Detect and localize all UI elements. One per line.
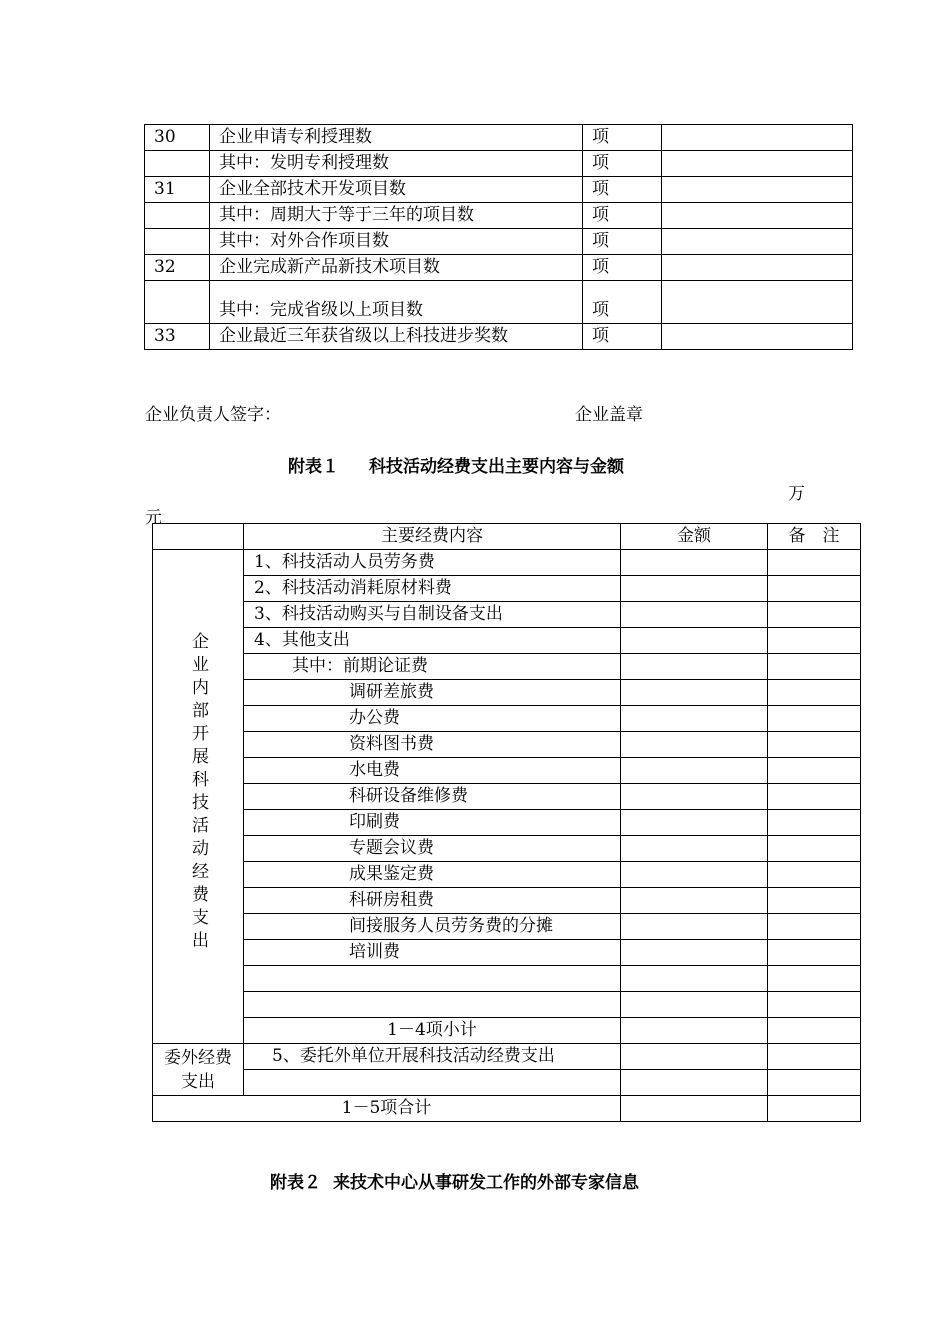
table-row bbox=[145, 281, 853, 324]
expense-item: 调研差旅费 bbox=[244, 680, 621, 706]
appendix2-caption bbox=[270, 1168, 639, 1193]
remark-cell[interactable] bbox=[768, 940, 861, 966]
leader-signature-label: 企业负责人签字： bbox=[145, 405, 281, 425]
item-name: 其中：发明专利授理数 bbox=[210, 151, 583, 177]
remark-cell[interactable] bbox=[768, 1096, 861, 1122]
amount-cell[interactable] bbox=[621, 706, 768, 732]
table-row bbox=[145, 324, 853, 350]
table-row bbox=[153, 1096, 861, 1122]
table-row bbox=[145, 177, 853, 203]
item-unit: 项 bbox=[583, 255, 662, 281]
appendix2-number: 附表２ bbox=[270, 1173, 321, 1193]
table-row bbox=[153, 992, 861, 1018]
expense-item-blank[interactable] bbox=[244, 966, 621, 992]
table-row bbox=[145, 203, 853, 229]
expense-item: 5、委托外单位开展科技活动经费支出 bbox=[244, 1044, 621, 1070]
remark-cell[interactable] bbox=[768, 914, 861, 940]
remark-cell[interactable] bbox=[768, 888, 861, 914]
amount-cell[interactable] bbox=[621, 836, 768, 862]
amount-cell[interactable] bbox=[621, 966, 768, 992]
unit-label-part2: 元 bbox=[145, 508, 162, 528]
header-content: 主要经费内容 bbox=[244, 524, 621, 550]
amount-cell[interactable] bbox=[621, 654, 768, 680]
item-name: 其中：完成省级以上项目数 bbox=[210, 281, 583, 324]
expense-item: 专题会议费 bbox=[244, 836, 621, 862]
expense-item: 资料图书费 bbox=[244, 732, 621, 758]
amount-cell[interactable] bbox=[621, 628, 768, 654]
table-row bbox=[153, 940, 861, 966]
item-unit: 项 bbox=[583, 177, 662, 203]
table-row bbox=[153, 1018, 861, 1044]
remark-cell[interactable] bbox=[768, 654, 861, 680]
table-row bbox=[145, 151, 853, 177]
amount-cell[interactable] bbox=[621, 602, 768, 628]
row-number bbox=[145, 151, 210, 177]
item-unit: 项 bbox=[583, 125, 662, 151]
total-label: 1－5项合计 bbox=[153, 1096, 621, 1122]
expense-item: 印刷费 bbox=[244, 810, 621, 836]
remark-cell[interactable] bbox=[768, 1044, 861, 1070]
appendix1-number: 附表１ bbox=[288, 457, 339, 477]
item-value[interactable] bbox=[662, 255, 853, 281]
item-name: 企业最近三年获省级以上科技进步奖数 bbox=[210, 324, 583, 350]
item-name: 其中：周期大于等于三年的项目数 bbox=[210, 203, 583, 229]
amount-cell[interactable] bbox=[621, 1044, 768, 1070]
external-expense-group-label: 委外经费支出 bbox=[153, 1044, 244, 1096]
remark-cell[interactable] bbox=[768, 992, 861, 1018]
remark-cell[interactable] bbox=[768, 966, 861, 992]
table-row bbox=[153, 810, 861, 836]
row-number bbox=[145, 229, 210, 255]
table-row bbox=[145, 229, 853, 255]
remark-cell[interactable] bbox=[768, 862, 861, 888]
table-row bbox=[145, 255, 853, 281]
table-row bbox=[153, 680, 861, 706]
amount-cell[interactable] bbox=[621, 1096, 768, 1122]
item-unit: 项 bbox=[583, 324, 662, 350]
appendix1-caption bbox=[288, 452, 624, 477]
amount-cell[interactable] bbox=[621, 888, 768, 914]
table-row bbox=[153, 966, 861, 992]
table-row bbox=[153, 550, 861, 576]
row-number: 32 bbox=[145, 255, 210, 281]
expense-item: 1、科技活动人员劳务费 bbox=[244, 550, 621, 576]
item-value[interactable] bbox=[662, 125, 853, 151]
internal-expense-group-label: 企业内部开展科技活动经费支出 bbox=[153, 550, 244, 1044]
row-number: 30 bbox=[145, 125, 210, 151]
item-value[interactable] bbox=[662, 324, 853, 350]
remark-cell[interactable] bbox=[768, 706, 861, 732]
table-row bbox=[153, 732, 861, 758]
remark-cell[interactable] bbox=[768, 550, 861, 576]
row-number bbox=[145, 203, 210, 229]
remark-cell[interactable] bbox=[768, 836, 861, 862]
expense-item: 科研设备维修费 bbox=[244, 784, 621, 810]
table-header-row bbox=[153, 524, 861, 550]
row-number: 31 bbox=[145, 177, 210, 203]
amount-cell[interactable] bbox=[621, 914, 768, 940]
table-row bbox=[153, 654, 861, 680]
item-value[interactable] bbox=[662, 281, 853, 324]
remark-cell[interactable] bbox=[768, 602, 861, 628]
table-row bbox=[153, 602, 861, 628]
amount-cell[interactable] bbox=[621, 862, 768, 888]
remark-cell[interactable] bbox=[768, 784, 861, 810]
item-unit: 项 bbox=[583, 281, 662, 324]
table-row bbox=[153, 784, 861, 810]
expense-item: 2、科技活动消耗原材料费 bbox=[244, 576, 621, 602]
remark-cell[interactable] bbox=[768, 628, 861, 654]
amount-cell[interactable] bbox=[621, 992, 768, 1018]
amount-cell[interactable] bbox=[621, 732, 768, 758]
expense-item: 4、其他支出 bbox=[244, 628, 621, 654]
header-blank bbox=[153, 524, 244, 550]
row-number: 33 bbox=[145, 324, 210, 350]
remark-cell[interactable] bbox=[768, 1070, 861, 1096]
amount-cell[interactable] bbox=[621, 1018, 768, 1044]
table-row bbox=[153, 576, 861, 602]
amount-cell[interactable] bbox=[621, 940, 768, 966]
expense-item: 水电费 bbox=[244, 758, 621, 784]
row-number bbox=[145, 281, 210, 324]
expense-item: 培训费 bbox=[244, 940, 621, 966]
table-row bbox=[153, 706, 861, 732]
amount-cell[interactable] bbox=[621, 680, 768, 706]
unit-label-part1: 万 bbox=[788, 484, 805, 504]
expense-item: 办公费 bbox=[244, 706, 621, 732]
table-row bbox=[153, 1044, 861, 1070]
item-value[interactable] bbox=[662, 151, 853, 177]
item-value[interactable] bbox=[662, 229, 853, 255]
amount-cell[interactable] bbox=[621, 1070, 768, 1096]
table-row bbox=[153, 758, 861, 784]
amount-cell[interactable] bbox=[621, 784, 768, 810]
expense-item: 成果鉴定费 bbox=[244, 862, 621, 888]
expense-item: 其中：前期论证费 bbox=[244, 654, 621, 680]
table-row bbox=[145, 125, 853, 151]
table-row bbox=[153, 888, 861, 914]
item-name: 企业完成新产品新技术项目数 bbox=[210, 255, 583, 281]
table-row bbox=[153, 914, 861, 940]
expense-table bbox=[152, 523, 861, 1122]
item-unit: 项 bbox=[583, 203, 662, 229]
item-unit: 项 bbox=[583, 229, 662, 255]
table-row bbox=[153, 1070, 861, 1096]
remark-cell[interactable] bbox=[768, 810, 861, 836]
expense-item: 3、科技活动购买与自制设备支出 bbox=[244, 602, 621, 628]
item-name: 企业全部技术开发项目数 bbox=[210, 177, 583, 203]
expense-item: 间接服务人员劳务费的分摊 bbox=[244, 914, 621, 940]
expense-item: 科研房租费 bbox=[244, 888, 621, 914]
appendix1-title: 科技活动经费支出主要内容与金额 bbox=[369, 457, 624, 477]
item-value[interactable] bbox=[662, 203, 853, 229]
amount-cell[interactable] bbox=[621, 810, 768, 836]
remark-cell[interactable] bbox=[768, 576, 861, 602]
remark-cell[interactable] bbox=[768, 758, 861, 784]
remark-cell[interactable] bbox=[768, 732, 861, 758]
expense-item-blank[interactable] bbox=[244, 1070, 621, 1096]
remark-cell[interactable] bbox=[768, 680, 861, 706]
company-seal-label: 企业盖章 bbox=[575, 405, 643, 425]
amount-cell[interactable] bbox=[621, 758, 768, 784]
amount-cell[interactable] bbox=[621, 550, 768, 576]
stats-table bbox=[144, 124, 853, 350]
item-name: 其中：对外合作项目数 bbox=[210, 229, 583, 255]
header-remark: 备 注 bbox=[768, 524, 861, 550]
table-row bbox=[153, 862, 861, 888]
appendix2-title: 来技术中心从事研发工作的外部专家信息 bbox=[333, 1173, 639, 1193]
table-row bbox=[153, 836, 861, 862]
item-unit: 项 bbox=[583, 151, 662, 177]
remark-cell[interactable] bbox=[768, 1018, 861, 1044]
expense-item-blank[interactable] bbox=[244, 992, 621, 1018]
amount-cell[interactable] bbox=[621, 576, 768, 602]
table-row bbox=[153, 628, 861, 654]
item-value[interactable] bbox=[662, 177, 853, 203]
item-name: 企业申请专利授理数 bbox=[210, 125, 583, 151]
subtotal-label: 1－4项小计 bbox=[244, 1018, 621, 1044]
header-amount: 金额 bbox=[621, 524, 768, 550]
